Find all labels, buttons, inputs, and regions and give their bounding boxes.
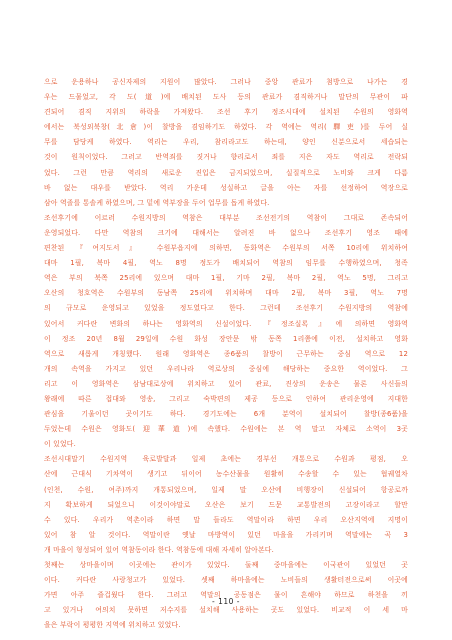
text-line: 이다. 커다란 사랑청고가 있었다. 셋째 하마을에는 노비들의 생활터전으로써 이곳에 <box>44 576 408 585</box>
text-line: 견되어 겸직 지위의 하락을 가져왔다. 조선 후기 정조시대에 설치된 수원의 영화역 <box>44 108 408 117</box>
text-line: 삼아 역졸를 통솔케 하였으며, 그 밑에 역부장을 두어 업무를 돕게 하였다. <box>44 198 270 207</box>
text-line: 관심을 기울이던 곳이기도 하다. 경기도에는 6개 분역이 설치되어 찰방(종6품)을 <box>44 410 408 419</box>
text-line: 개 마을이 형성되어 있어 역참동이라 한다. 역참동에 대해 자세히 알아본다. <box>44 545 274 554</box>
body-text <box>44 75 408 633</box>
text-line: 이 있었다. <box>44 440 76 449</box>
text-line: 가면 아주 즐겁웠다 한다. 그러고 역말의 공동점은 물이 흔해야 하므로 하천을 끼 <box>44 591 408 600</box>
text-line: 조선후기에 이르러 수원지방의 역참은 대부분 조선전기의 역참이 그대로 존속되어 <box>44 213 408 222</box>
text-line: 무를 담당케 하였다. 역리는 우리, 참리라고도 하는데, 양인 신분으로서 세습되는 <box>44 138 408 147</box>
text-line: 있어 참 알 것이다. 역말이란 옛날 마방역이 있던 마을을 가리키며 역말에는 곡 3 <box>44 530 408 539</box>
text-line: 에서는 북성외북창(北倉)이 찰방을 겸임하기도 하였다. 각 역에는 역리(驛吏)를 두어 실 <box>44 123 408 132</box>
text-line: 역으로 새롭게 개칭했다. 원래 영화역은 종6품의 찰방이 근무하는 중심 역으로 12 <box>44 349 408 358</box>
text-line: 산에 근대식 기차역이 생기고 뒤이어 농수산물을 원활히 수송할 수 있는 협궤열차 <box>44 470 408 479</box>
text-line: 왕래에 따른 접대와 영송, 그리고 숙박편의 제공 등으로 인하여 관리운영에 지대한 <box>44 394 408 403</box>
text-line: 첫째는 상마을이며 이곳에는 관이가 있었다. 둘째 중마을에는 이국관이 있었던 곳 <box>44 561 408 569</box>
text-line: 이 정조 20년 8월 29일에 수원 화성 장안문 밖 동쪽 1리쯤에 이전, 설치하고 영화 <box>44 334 408 343</box>
text-line: 역은 부의 북쪽 25리에 있으며 대마 1필, 기마 2필, 복마 2필, 역노 5명, 그리고 <box>44 274 408 283</box>
text-line: (인천, 수원, 여주)까지 개통되었으며, 일제 말 오산에 비행장이 신설되어 항공로까 <box>44 485 408 494</box>
text-line: 의 규모로 운영되고 있었을 정도였다고 한다. 그런데 조선후기 수원지방의 역참에 <box>44 304 408 313</box>
text-line: 대마 1필, 복마 4필, 역노 8명 정도가 배치되어 역참의 임무를 수행하였으며, 청족 <box>44 259 408 268</box>
text-line: 고 있거나 여의치 못하면 저수지를 설치해 사용하는 곳도 있었다. 비교적 이 세 마 <box>44 606 408 615</box>
text-line: 조선시대말기 수원지역 육로발달과 일제 초에는 경부선 개통으로 수원과 평점, 오 <box>44 455 408 464</box>
text-line: 개의 속역을 가지고 있던 우리나라 역로상의 중심에 해당하는 중요한 역이었다. 그 <box>44 364 408 373</box>
text-line: 두었는데 수원은 영화도(迎華道)에 속했다. 수원에는 본 역 말고 자체로 소역이 3곳 <box>44 425 408 434</box>
text-line: 지 확보하게 되었으니 이것이야말로 오산은 보기 드문 교통발전의 고장이라고 할만 <box>44 500 408 509</box>
text-line: 수 있다. 우리가 역촌이라 하면 말 들라도 역말이라 하면 우리 오산지역에 지명이 <box>44 515 408 524</box>
text-line: 운영되었다. 다만 역참의 크기에 대해서는 알려진 바 없으나 조선후기 영조 때에 <box>44 228 408 237</box>
page-number: - 110 - <box>212 597 240 606</box>
text-line: 을은 부락이 평평한 지역에 위치하고 있었다. <box>44 621 181 630</box>
text-line: 편찬된 『여지도서』 수원부읍지에 의하면, 동화역은 수원부의 서쪽 10리에 위치하여 <box>44 244 408 253</box>
text-line: 있어서 커다란 변화의 하나는 영화역의 신설이었다. 『정조실록』에 의하면 영화역 <box>44 319 408 328</box>
text-line: 었다. 그런 만큼 역리의 새로운 진입은 금지되었으며, 실질적으로 노비와 크게 다름 <box>44 168 408 177</box>
text-line: 바 없는 대우를 받았다. 역리 가운데 성실하고 글을 아는 자를 선정하여 역장으로 <box>44 183 408 192</box>
text-line: 으로 운용하나 공신자제의 지원이 많았다. 그러나 중앙 관료가 첨방으로 나가는 경 <box>44 78 408 86</box>
text-line: 것이 원칙이었다. 그러고 반역죄를 짓거나 향리로서 죄를 지은 자도 역리로 전락되 <box>44 153 408 162</box>
text-line: 우는 드물었고, 각 도(道)에 배치된 도사 등의 관료가 겸직하거나 말단의 무관이 파 <box>44 93 408 102</box>
text-line: 오산의 청호역은 수원부의 동남쪽 25리에 위치하며 대마 2필, 복마 3필, 역노 7명 <box>44 289 408 298</box>
text-line: 리고 이 영화역은 삼남대로상에 위치하고 있어 관료, 진상의 운송은 물론 사신들의 <box>44 379 408 388</box>
